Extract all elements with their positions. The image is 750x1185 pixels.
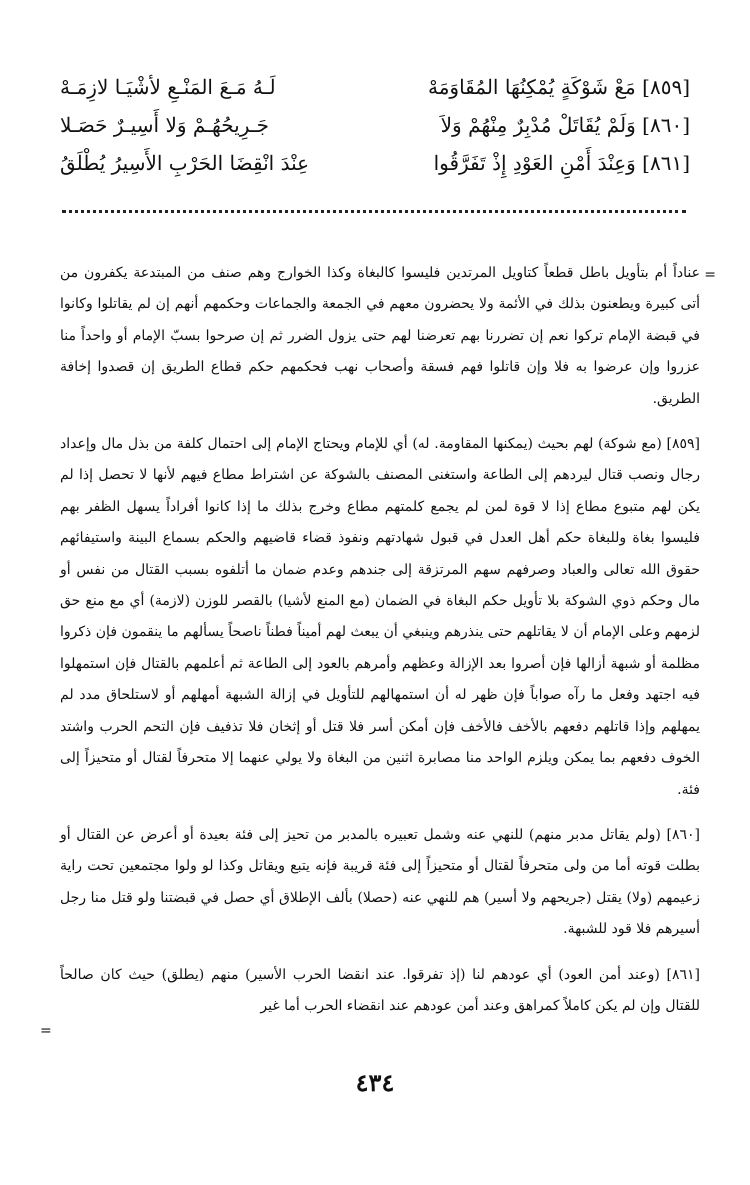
verse-line-861 [60,144,690,182]
commentary-paragraph-859: [٨٥٩] (مع شوكة) لهم بحيث (يمكنها المقاومة. له) أي للإمام ويحتاج الإمام إلى احتمال كلفة من بذل مال وإعداد رجال ونصب قتال ليردهم إلى الطاعة واستغنى المصنف بالشوكة عن اشتراط مطاع فيهم لأنها لا تحصل إذا لم يكن لهم متبوع مطاع إذا لا قوة لمن لم يجمع كلمتهم مطاع وخرج بذلك ما إذا كانوا أفراداً يسهل الظفر بهم فليسوا بغاة وللبغاة حكم أهل العدل في قبول شهادتهم ونفوذ قضاء قاضيهم والحكم بسماع البينة واستيفائهم حقوق الله تعالى والعباد وصرفهم سهم المرتزقة إلى جندهم وعدم ضمان ما أتلفوه بسبب القتال من نفس أو مال وحكم ذوي الشوكة بلا تأويل حكم البغاة في الضمان (مع المنع لأشيا) بالقصر للوزن (لازمة) أي مع منع حق لزمهم وعلى الإمام أن لا يقاتلهم حتى ينذرهم وينبغي أن يبعث لهم أميناً فطناً ناصحاً يسألهم ما ينقمون فإن ذكروا مظلمة أو شبهة أزالها فإن أصروا بعد الإزالة وعظهم وأمرهم بالعود إلى الطاعة ثم أعلمهم بالقتال فإن استمهلوا فيه اجتهد وفعل ما رآه صواباً فإن ظهر له أن استمهالهم للتأويل في إزالة الشبهة أمهلهم أو لاستلحاق مدد لم يمهلهم وإذا قاتلهم دفعهم بالأخف فالأخف فإن أمكن أسر فلا قتل أو إثخان فلا تذفيف فإن التحم الحرب واشتد الخوف دفعهم بما يمكن ويلزم الواحد منا مصابرة اثنين من البغاة ولا يولي عنهما إلا متحرفاً لقتال أو متحيزاً إلى فئة. [60,436,700,798]
verse-first-text: وَعِنْدَ أَمْنِ العَوْدِ إِذْ تَفَرَّقُوا [433,151,636,175]
verse-first-text: مَعْ شَوْكَةٍ يُمْكِنُهَا المُقَاوَمَهْ [427,75,636,99]
verse-first-text: وَلَمْ يُقَاتَلْ مُدْبِرٌ مِنْهُمْ وَلاَ [440,113,636,137]
verse-number: [٨٦١] [642,151,690,175]
verse-block [60,68,690,182]
commentary-text [60,258,700,1022]
commentary-paragraph-860: [٨٦٠] (ولم يقاتل مدبر منهم) للنهي عنه وشمل تعبيره بالمدبر من تحيز إلى فئة بعيدة أو أعرض عن القتال أو بطلت قوته أما من ولى متحرفاً لقتال أو متحيزاً إلى فئة قريبة فإنه يتبع ويقاتل وكذا لو ولوا مجتمعين تحت راية زعيمهم (ولا) يقتل (جريحهم ولا أسير) هم للنهي عنه (حصلا) بألف الإطلاق أي حصل في قبضتنا ولو قتل منا رجل أسيرهم فلا قود للشبهة. [60,826,700,938]
verse-second-hemistich: لَـهُ مَـعَ المَنْـعِ لأشْيَـا لازِمَـهْ [60,75,276,99]
verse-first-hemistich [428,68,690,106]
verse-number: [٨٥٩] [642,75,690,99]
page-number: ٤٣٤ [355,1068,395,1097]
verse-first-hemistich [434,144,690,182]
verse-first-hemistich [441,106,690,144]
verse-line-859 [60,68,690,106]
continuation-marker: = [704,267,716,283]
verse-line-860 [60,106,690,144]
dotted-divider [62,210,686,213]
verse-number: [٨٦٠] [642,113,690,137]
commentary-paragraph: عناداً أم بتأويل باطل قطعاً كتاويل المرتدين فليسوا كالبغاة وكذا الخوارج وهم صنف من المبتدعة يكفرون من أتى كبيرة ويطعنون بذلك في الأئمة ولا يحضرون معهم في الجمعة والجماعات وحكمهم أنهم إن لم يقاتلوا وكانوا في قبضة الإمام تركوا نعم إن تضررنا بهم تعرضنا لهم حتى يزول الضرر ثم إن صرحوا بسبّ الإمام أو واحداً منا عزروا وإن عرضوا به فلا وإن قاتلوا فهم فسقة وأصحاب نهب فحكمهم حكم قطاع الطريق إن قصدوا إخافة الطريق. [60,265,700,407]
verse-second-hemistich: جَـرِيحُهُـمْ وَلا أَسِيـرٌ حَصَـلا [60,113,270,137]
verse-second-hemistich: عِنْدَ انْقِضَا الحَرْبِ الأَسِيرُ يُطْلَقُ [60,151,310,175]
end-continuation-marker: = [40,1023,52,1039]
commentary-paragraph-861: [٨٦١] (وعند أمن العود) أي عودهم لنا (إذ تفرقوا. عند انقضا الحرب الأسير) منهم (يطلق) حيث كان صالحاً للقتال وإن لم يكن كاملاً كمراهق وعند أمن عودهم عند انقضاء الحرب أما غير [60,966,700,1014]
